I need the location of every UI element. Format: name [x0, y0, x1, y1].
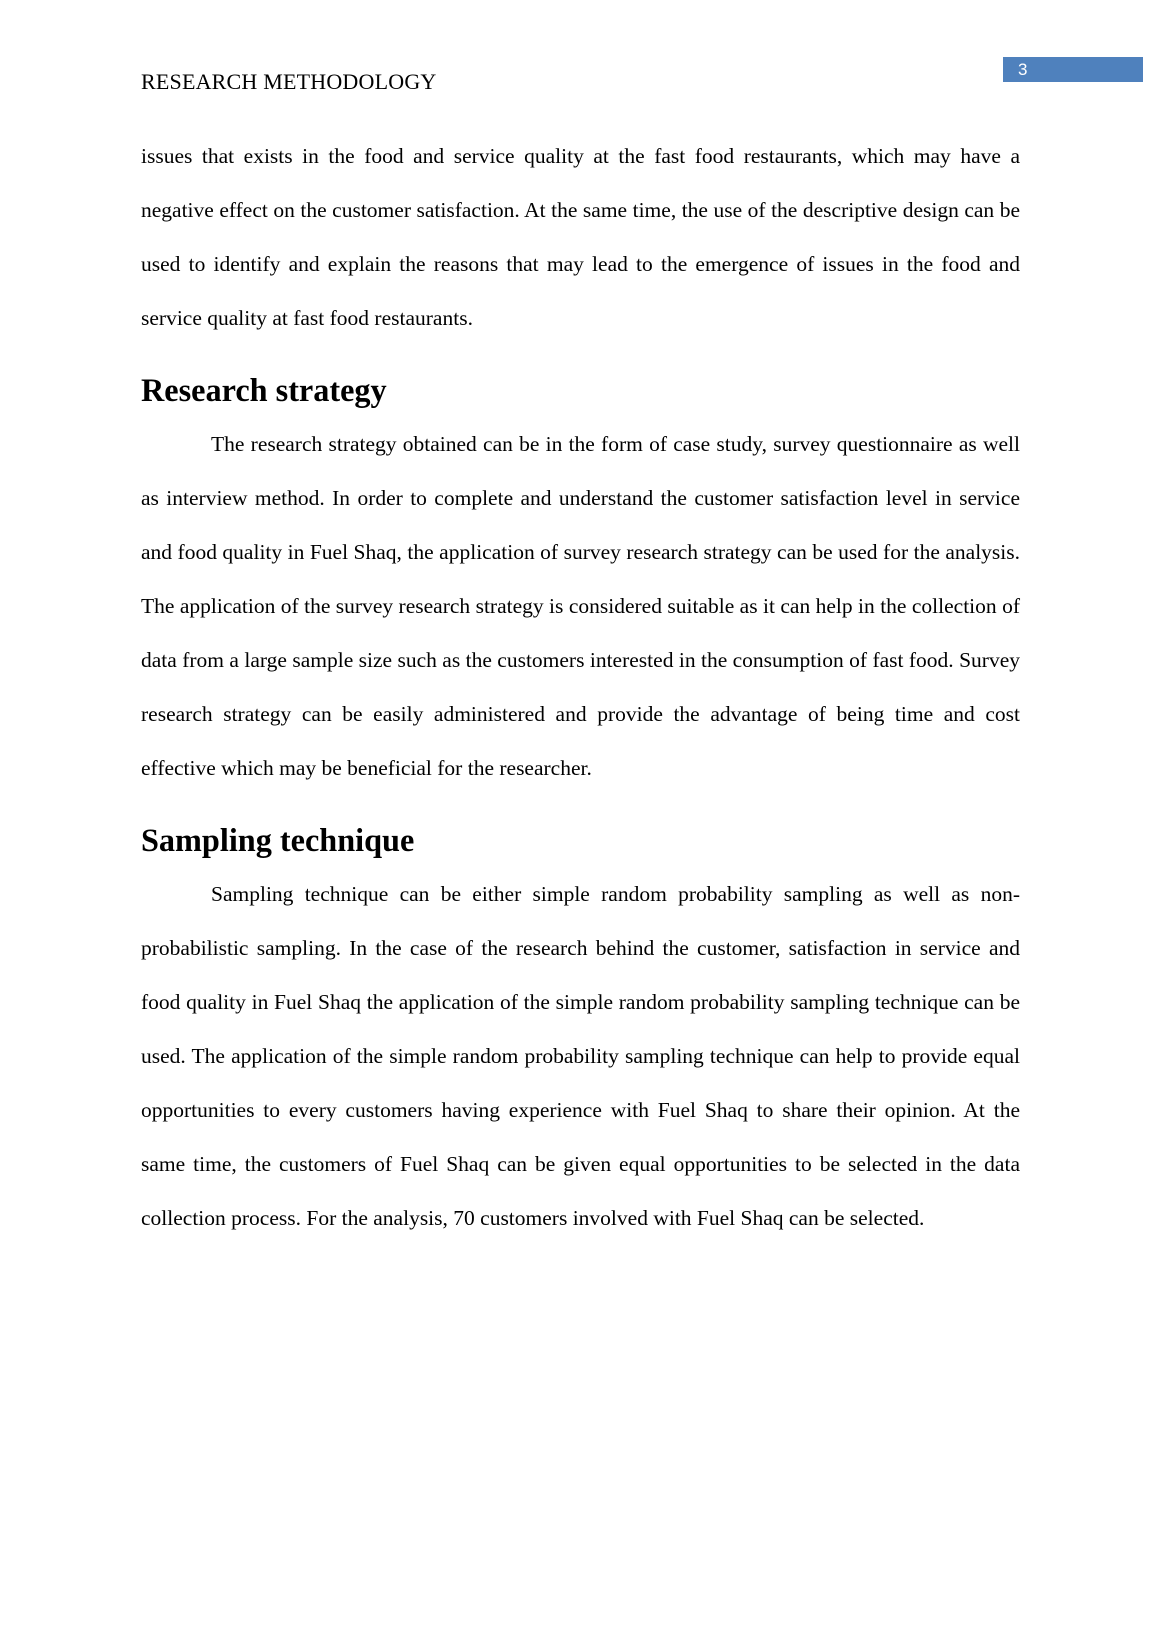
intro-paragraph: issues that exists in the food and service quality at the fast food restaurants, which may have a negative effect on the customer satisfaction. At the same time, the use of the descriptive design can be used to identify and explain the reasons that may lead to the emergence of issues in the food and service quality at fast food restaurants. [141, 144, 1020, 330]
research-strategy-paragraph: The research strategy obtained can be in the form of case study, survey questionnaire as well as interview method. In order to complete and understand the customer satisfaction level in service and food quality in Fuel Shaq, the application of survey research strategy can be used for the analysis. The application of the survey research strategy is considered suitable as it can help in the collection of data from a large sample size such as the customers interested in the consumption of fast food. Survey research strategy can be easily administered and provide the advantage of being time and cost effective which may be beneficial for the researcher. [141, 432, 1020, 780]
section-heading-sampling-technique: Sampling technique [141, 822, 415, 858]
document-body [141, 129, 1020, 1245]
running-head: RESEARCH METHODOLOGY [141, 69, 437, 94]
page-number: 3 [1018, 60, 1028, 79]
sampling-technique-paragraph: Sampling technique can be either simple random probability sampling as well as non-probabilistic sampling. In the case of the research behind the customer, satisfaction in service and food quality in Fuel Shaq the application of the simple random probability sampling technique can be used. The application of the simple random probability sampling technique can help to provide equal opportunities to every customers having experience with Fuel Shaq to share their opinion. At the same time, the customers of Fuel Shaq can be given equal opportunities to be selected in the data collection process. For the analysis, 70 customers involved with Fuel Shaq can be selected. [141, 882, 1020, 1230]
section-heading-research-strategy: Research strategy [141, 372, 387, 408]
page-number-badge [1003, 57, 1143, 82]
